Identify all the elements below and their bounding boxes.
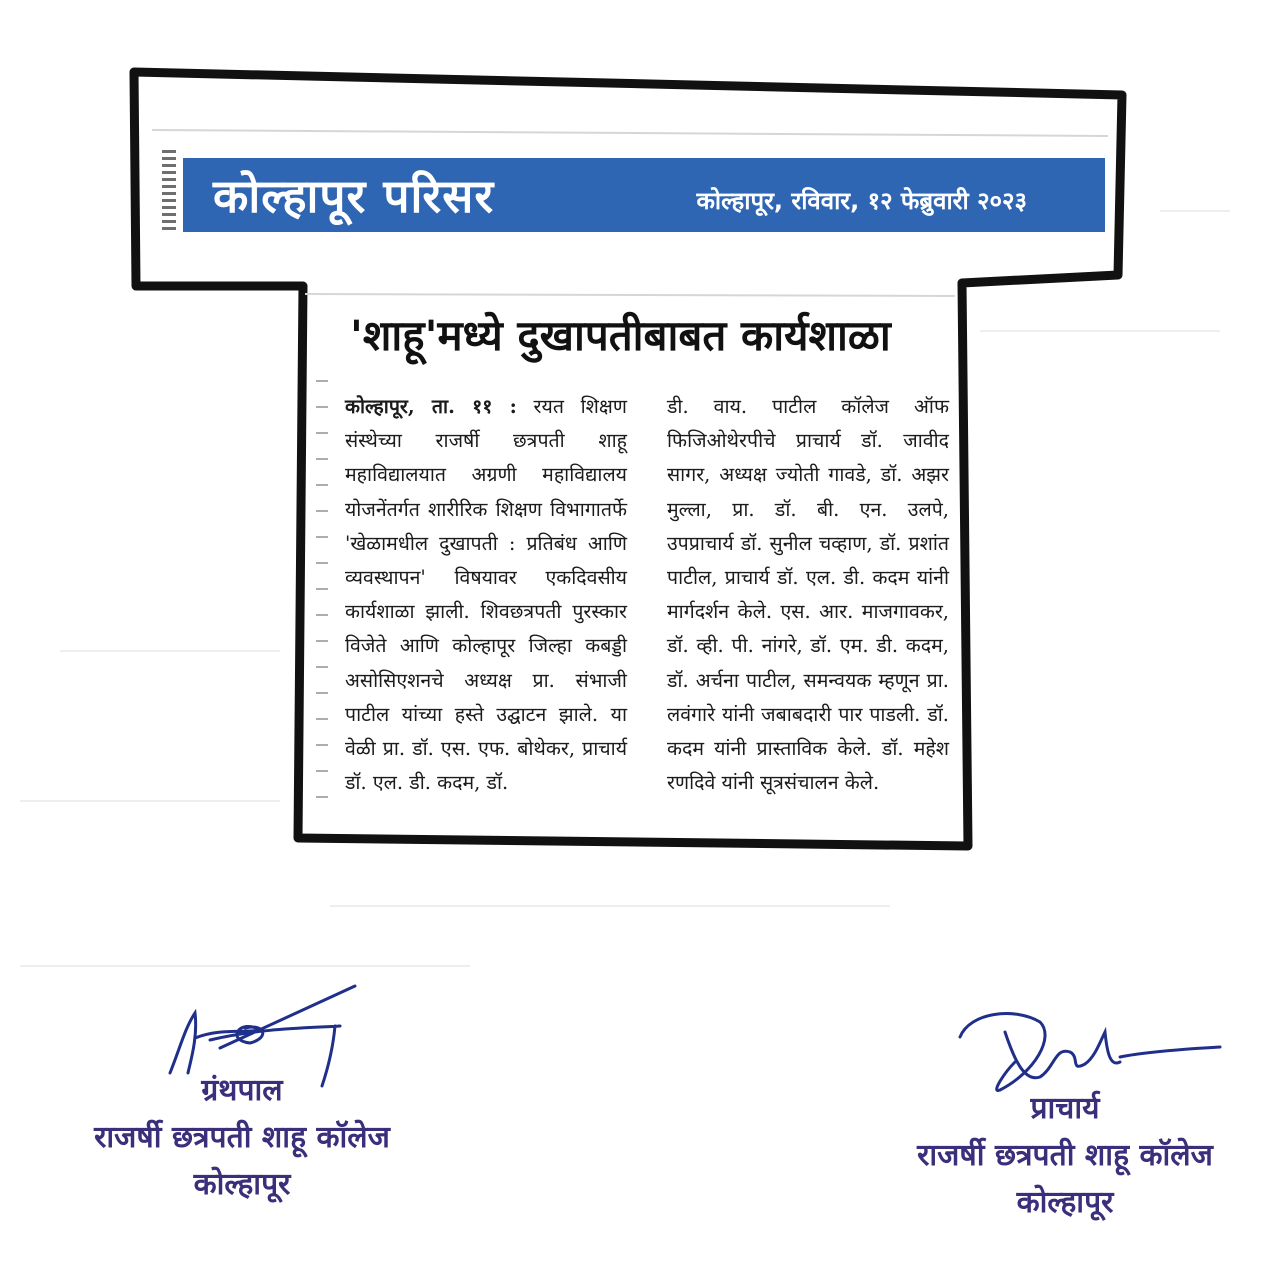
stamp-role: प्राचार्य [1030,1091,1100,1126]
article-body-left: रयत शिक्षण संस्थेच्या राजर्षी छत्रपती शाहू महाविद्यालयात अग्रणी महाविद्यालय योजनेंतर्गत शारीरिक शिक्षण विभागातर्फे 'खेळामधील दुखापती : प्रतिबंध आणि व्यवस्थापन' विषयावर एकदिवसीय कार्यशाळा झाली. शिवछत्रपती पुरस्कार विजेते आणि कोल्हापूर जिल्हा कबड्डी असोसिएशनचे अध्यक्ष प्रा. संभाजी पाटील यांच्या हस्ते उद्घाटन झाले. या वेळी प्रा. डॉ. एस. एफ. बोथेकर, प्राचार्य डॉ. एल. डी. कदम, डॉ. [345,395,627,795]
clipping-edge-marks [316,380,328,820]
article-body-right: डी. वाय. पाटील कॉलेज ऑफ फिजिओथेरपीचे प्राचार्य डॉ. जावीद सागर, अध्यक्ष ज्योती गावडे, डॉ. अझर मुल्ला, प्रा. डॉ. बी. एन. उलपे, उपप्राचार्य डॉ. सुनील चव्हाण, डॉ. प्रशांत पाटील, प्राचार्य डॉ. एल. डी. कदम यांनी मार्गदर्शन केले. एस. आर. माजगावकर, डॉ. व्ही. पी. नांगरे, डॉ. एम. डी. कदम, डॉ. अर्चना पाटील, समन्वयक म्हणून प्रा. लवंगारे यांनी जबाबदारी पार पाडली. डॉ. कदम यांनी प्रास्ताविक केले. डॉ. महेश रणदिवे यांनी सूत्रसंचालन केले. [667,395,949,795]
paper-bleed-line [980,330,1220,332]
newspaper-section-header [183,158,1105,232]
article-headline: 'शाहू'मध्ये दुखापतीबाबत कार्यशाळा [350,311,891,360]
stamp-college: राजर्षी छत्रपती शाहू कॉलेज [917,1138,1213,1173]
header-dot-strip [162,150,176,230]
stamp-city: कोल्हापूर [193,1167,291,1202]
paper-bleed-line [60,650,280,652]
stamp-college: राजर्षी छत्रपती शाहू कॉलेज [94,1120,390,1155]
stamp-city: कोल्हापूर [1016,1185,1114,1220]
paper-bleed-line [20,965,470,967]
librarian-stamp [62,1068,422,1203]
article-column-right [667,390,949,800]
paper-bleed-line [330,905,890,907]
stamp-role: ग्रंथपाल [201,1073,283,1108]
paper-bleed-line [20,800,280,802]
principal-stamp [880,1086,1250,1221]
paper-bleed-line [1160,210,1230,212]
article-column-left [345,390,627,800]
article-lead-place: कोल्हापूर, ता. ११ : [345,395,517,418]
newspaper-dateline: कोल्हापूर, रविवार, १२ फेब्रुवारी २०२३ [696,187,1027,215]
section-title: कोल्हापूर परिसर [213,169,495,223]
